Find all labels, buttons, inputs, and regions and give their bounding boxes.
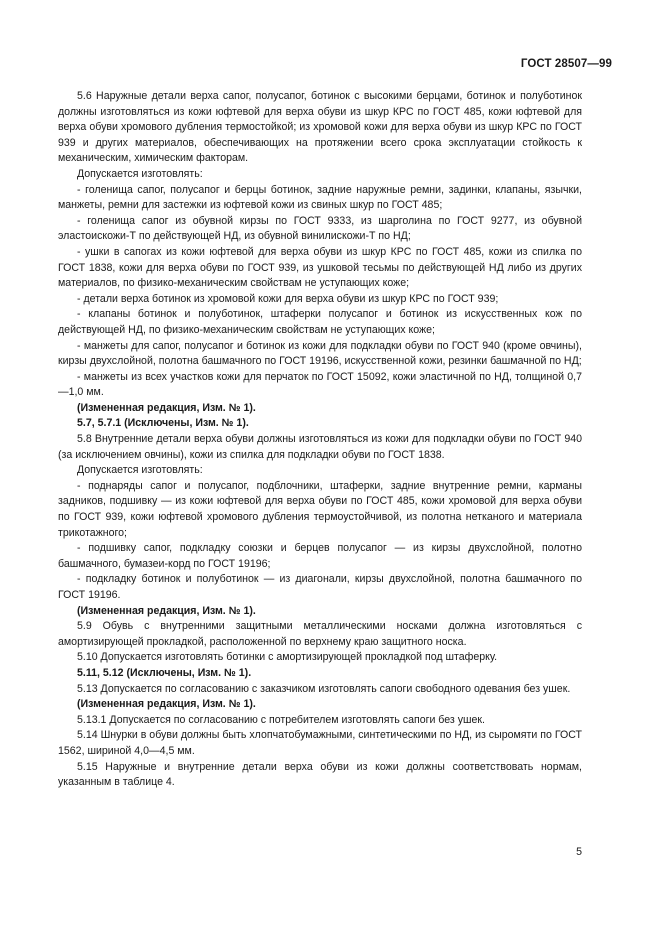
paragraph-5-10: 5.10 Допускается изготовлять ботинки с амортизирующей прокладкой под штаферку. [77, 651, 498, 664]
paragraph-5-8: 5.8 Внутренние детали верха обуви должны изготовляться из кожи для подкладки обуви по ГОСТ 940 (за исключением овчины), кожи из спилка для подкладки обуви по ГОСТ 1838. [58, 433, 582, 461]
paragraph-5-9: 5.9 Обувь с внутренними защитными металлическими носками должна изготовляться с амортизирующей прокладкой, расположенной по верхнему краю защитного носка. [58, 620, 582, 648]
list-item: - манжеты для сапог, полусапог и ботинок из кожи для подкладки обуви по ГОСТ 940 (кроме овчины), кирзы двухслойной, полотна башмачного по ГОСТ 19196, искусственной кожи, резинки башмачной по НД; [58, 339, 582, 368]
list-item: - голенища сапог из обувной кирзы по ГОСТ 9333, из шарголина по ГОСТ 9277, из обувной эластоискожи-Т по действующей НД, из обувной винилискожи-Т по НД; [58, 214, 582, 243]
list-item: - клапаны ботинок и полуботинок, штаферки полусапог и ботинок из искусственных кож по действующей НД, по физико-механическим свойствам не уступающих коже; [58, 308, 582, 336]
excluded-note: 5.11, 5.12 (Исключены, Изм. № 1). [77, 666, 252, 679]
paragraph-5-14: 5.14 Шнурки в обуви должны быть хлопчатобумажными, синтетическими по НД, из сыромяти по ГОСТ 1562, шириной 4,0—4,5 мм. [58, 729, 582, 757]
amendment-note: (Измененная редакция, Изм. № 1). [77, 401, 256, 414]
amendment-note: (Измененная редакция, Изм. № 1). [77, 604, 256, 617]
list-item: - подкладку ботинок и полуботинок — из диагонали, кирзы двухслойной, полотна башмачного по ГОСТ 19196. [58, 573, 582, 601]
paragraph-5-13: 5.13 Допускается по согласованию с заказчиком изготовлять сапоги свободного одевания без ушек. [77, 682, 571, 695]
list-item: - голенища сапог, полусапог и берцы ботинок, задние наружные ремни, задинки, клапаны, язычки, манжеты, ремни для застежки из юфтевой кожи из свиных шкур по ГОСТ 485; [58, 183, 582, 212]
paragraph: Допускается изготовлять: [77, 167, 203, 180]
paragraph-5-15: 5.15 Наружные и внутренние детали верха обуви из кожи должны соответствовать нормам, указанным в таблице 4. [58, 760, 582, 789]
paragraph: Допускается изготовлять: [77, 464, 203, 477]
excluded-note: 5.7, 5.7.1 (Исключены, Изм. № 1). [77, 417, 249, 430]
list-item: - манжеты из всех участков кожи для перчаток по ГОСТ 15092, кожи эластичной по НД, толщиной 0,7—1,0 мм. [58, 370, 582, 399]
list-item: - детали верха ботинок из хромовой кожи для верха обуви из шкур КРС по ГОСТ 939; [77, 292, 499, 305]
amendment-note: (Измененная редакция, Изм. № 1). [77, 698, 256, 711]
page-number: 5 [576, 846, 582, 858]
list-item: - подшивку сапог, подкладку союзки и берцев полусапог — из кирзы двухслойной, полотно башмачного, бумазеи-корд по ГОСТ 19196; [58, 542, 582, 570]
paragraph-5-13-1: 5.13.1 Допускается по согласованию с потребителем изготовлять сапоги без ушек. [77, 713, 485, 726]
paragraph-5-6: 5.6 Наружные детали верха сапог, полусапог, ботинок с высокими берцами, ботинок и полуботинок должны изготовляться из кожи юфтевой для верха обуви из шкур КРС по ГОСТ 485, кожи юфтевой для верха обуви хромового дубления термостойкой; из хромовой кожи для верха обуви из шкур КРС по ГОСТ 939 и других материалов, обеспечивающих на протяжении всего срока эксплуатации стойкость к механическим, химическим факторам. [58, 90, 582, 165]
document-header: ГОСТ 28507—99 [520, 58, 612, 70]
list-item: - поднаряды сапог и полусапог, подблочники, штаферки, задние внутренние ремни, карманы задников, подшивку — из кожи юфтевой для верха обуви по ГОСТ 485, кожи хромовой для верха обуви по ГОСТ 939, кожи юфтевой хромового дубления термоустойчивой, из полотна нетканого и материала трикотажного; [58, 479, 582, 539]
document-body [58, 89, 582, 791]
list-item: - ушки в сапогах из кожи юфтевой для верха обуви из шкур КРС по ГОСТ 485, кожи из спилка по ГОСТ 1838, кожи для верха обуви по ГОСТ 939, из ушковой тесьмы по действующей НД либо из других материалов, по физико-механическим свойствам не уступающих коже; [58, 245, 582, 290]
